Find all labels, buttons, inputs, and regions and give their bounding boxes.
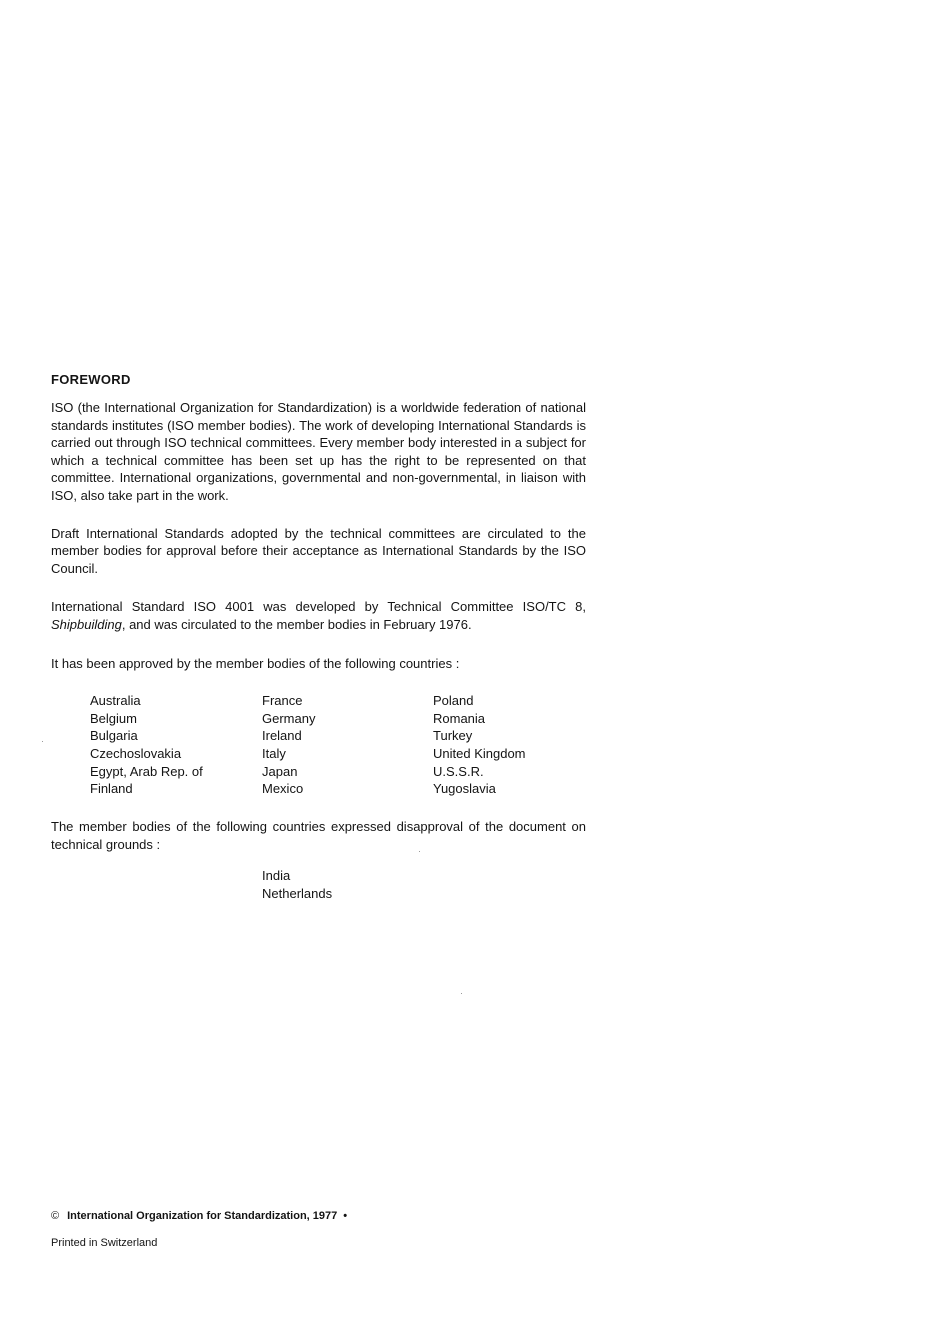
country-item: Italy — [262, 745, 286, 761]
copyright-text: International Organization for Standardization, 1977 — [67, 1210, 338, 1222]
approving-countries-column-3 — [433, 692, 526, 798]
country-item: Belgium — [90, 710, 137, 726]
country-item: Japan — [262, 763, 298, 779]
foreword-paragraph-development — [51, 598, 586, 633]
committee-name: Shipbuilding — [51, 616, 122, 632]
country-item: Bulgaria — [90, 728, 138, 744]
country-item: U.S.S.R. — [433, 763, 484, 779]
country-item: France — [262, 693, 303, 709]
development-text-end: , and was circulated to the member bodies in February 1976. — [121, 616, 472, 632]
foreword-paragraph-drafts: Draft International Standards adopted by the technical committees are circulated to the member bodies for approval before their acceptance as International Standards by the ISO Council. — [51, 525, 586, 576]
country-item: Poland — [433, 693, 474, 709]
foreword-paragraph-iso: ISO (the International Organization for Standardization) is a worldwide federation of national standards institutes (ISO member bodies). The work of developing International Standards is carried out through ISO technical committees. Every member body interested in a subject for which a technical committee has been set up has the right to be represented on that committee. International organizations, governmental and non-governmental, in liaison with ISO, also take part in the work. — [51, 400, 586, 503]
country-item: Mexico — [262, 781, 304, 797]
page-footer — [51, 1210, 651, 1249]
disapproving-countries-list — [262, 867, 586, 902]
scan-speck — [419, 851, 420, 852]
country-item: Netherlands — [262, 885, 333, 901]
foreword-paragraph-approval: It has been approved by the member bodies of the following countries : — [51, 655, 460, 671]
country-item: Australia — [90, 693, 141, 709]
approving-countries-column-1 — [90, 692, 203, 798]
approving-countries-list — [51, 692, 586, 798]
approving-countries-column-2 — [262, 692, 315, 798]
foreword-paragraph-disapproval: The member bodies of the following countries expressed disapproval of the document on technical grounds : — [51, 819, 586, 852]
scan-speck — [461, 993, 462, 994]
country-item: Germany — [262, 710, 316, 726]
printed-location: Printed in Switzerland — [51, 1237, 158, 1249]
country-item: Turkey — [433, 728, 473, 744]
copyright-line — [51, 1210, 651, 1222]
country-item: India — [262, 868, 291, 884]
development-text-start: International Standard ISO 4001 was developed by Technical Committee ISO/TC 8, — [51, 599, 586, 615]
foreword-heading: FOREWORD — [51, 372, 131, 387]
scan-speck — [42, 741, 43, 742]
foreword-section — [51, 372, 586, 903]
country-item: Romania — [433, 710, 486, 726]
country-item: Ireland — [262, 728, 302, 744]
bullet-icon: • — [343, 1210, 348, 1222]
country-item: United Kingdom — [433, 745, 526, 761]
country-item: Yugoslavia — [433, 781, 496, 797]
country-item: Finland — [90, 781, 133, 797]
copyright-symbol: © — [51, 1210, 60, 1222]
country-item: Egypt, Arab Rep. of — [90, 763, 203, 779]
country-item: Czechoslovakia — [90, 745, 182, 761]
